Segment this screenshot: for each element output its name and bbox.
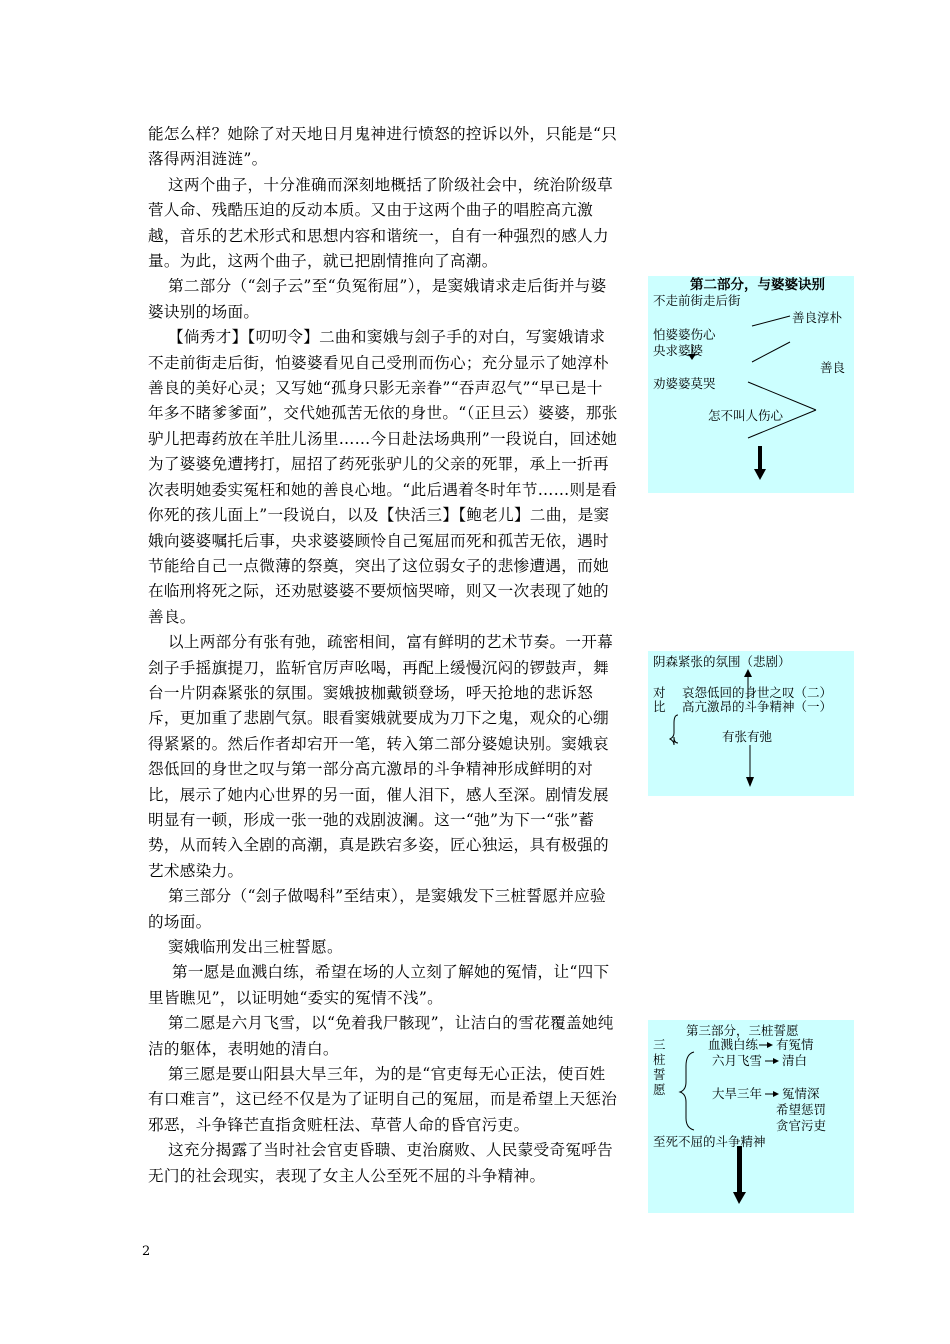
box2-label: 比 — [653, 699, 666, 714]
page-number: 2 — [142, 1244, 151, 1259]
box3-side-char: 三 — [653, 1037, 666, 1052]
box3-label: 大旱三年 — [712, 1086, 763, 1101]
box1-label: 怕婆婆伤心 — [653, 327, 716, 342]
box3-title: 第三部分，三桩誓愿 — [686, 1023, 799, 1038]
box3-label: 冤情深 — [782, 1086, 820, 1101]
main-text-column — [148, 122, 618, 1189]
paragraph: 窦娥临刑发出三桩誓愿。 — [168, 938, 343, 956]
paragraph: 第一愿是血溅白练，希望在场的人立刻了解她的冤情，让“四下里皆瞧见”，以证明她“委实的冤情不浅”。 — [148, 963, 610, 1007]
paragraph: 【倘秀才】【叨叨令】二曲和窦娥与刽子手的对白，写窦娥请求不走前街走后街，怕婆婆看见自己受刑而伤心；充分显示了她淳朴善良的美好心灵；又写她“孤身只影无亲眷”“吞声忍气”“早已是十年多不睹爹爹面”，交代她孤苦无依的身世。“（正旦云）婆婆，那张驴儿把毒药放在羊肚儿汤里……今日赴法场典刑”一段说白，回述她为了婆婆免遭拷打，屈招了药死张驴儿的父亲的死罪，承上一折再次表明她委实冤枉和她的善良心地。“此后遇着冬时年节……则是看你死的孩儿面上”一段说白，以及【快活三】【鲍老儿】二曲，是窦娥向婆婆嘱托后事，央求婆婆顾怜自己冤屈而死和孤苦无依，遇时节能给自己一点微薄的祭奠，突出了这位弱女子的悲惨遭遇，而她在临刑将死之际，还劝慰婆婆不要烦恼哭啼，则又一次表现了她的善良。 — [148, 328, 618, 626]
box3-label: 贪官污吏 — [776, 1118, 827, 1133]
box3-label: 六月飞雪 — [712, 1053, 763, 1068]
box2-label: 高亢激昂的斗争精神（一） — [682, 699, 833, 714]
box2-label: 对 — [653, 685, 666, 700]
box3-label: 有冤情 — [776, 1037, 814, 1052]
paragraph: 第二部分（“刽子云”至“负冤衔屈”），是窦娥请求走后街并与婆婆诀别的场面。 — [148, 277, 607, 321]
paragraph: 这两个曲子，十分准确而深刻地概括了阶级社会中，统治阶级草菅人命、残酷压迫的反动本质。又由于这两个曲子的唱腔高亢激越，音乐的艺术形式和思想内容和谐统一，自有一种强烈的感人力量。为此，这两个曲子，就已把剧情推向了高潮。 — [148, 175, 614, 271]
summary-box-part-two — [648, 276, 854, 493]
paragraph: 第三部分（“刽子做喝科”至结束），是窦娥发下三桩誓愿并应验的场面。 — [148, 887, 606, 931]
paragraph: 能怎么样？她除了对天地日月鬼神进行愤怒的控诉以外，只能是“只落得两泪涟涟”。 — [148, 125, 618, 169]
box2-title: 阴森紧张的氛围（悲剧） — [653, 654, 791, 669]
box2-label: 有张有弛 — [722, 729, 773, 744]
box1-label: 不走前街走后街 — [653, 293, 741, 308]
box1-label: 善良 — [820, 360, 846, 375]
box3-side-char: 誓 — [653, 1067, 666, 1082]
box3-label: 希望惩罚 — [776, 1102, 827, 1117]
box1-label: 劝婆婆莫哭 — [653, 376, 716, 391]
paragraph: 第三愿是要山阳县大旱三年，为的是“官吏每无心正法，使百姓有口难言”，这已经不仅是为了证明自己的冤屈，而是希望上天惩治邪恶，斗争锋芒直指贪赃枉法、草菅人命的昏官污吏。 — [148, 1065, 618, 1134]
box2-diagram-lines — [648, 651, 854, 796]
paragraph: 这充分揭露了当时社会官吏昏聩、吏治腐败、人民蒙受奇冤呼告无门的社会现实，表现了女主人公至死不屈的斗争精神。 — [148, 1141, 614, 1185]
box1-label: 怎不叫人伤心 — [708, 408, 784, 423]
box1-label: 善良淳朴 — [792, 310, 843, 325]
paragraph: 以上两部分有张有弛，疏密相间，富有鲜明的艺术节奏。一开幕刽子手摇旗提刀，监斩官厉声吆喝，再配上缓慢沉闷的锣鼓声，舞台一片阴森紧张的氛围。窦娥披枷戴锁登场，呼天抢地的悲诉怒斥，更加重了悲剧气氛。眼看窦娥就要成为刀下之鬼，观众的心绷得紧紧的。然后作者却宕开一笔，转入第二部分婆媳诀别。窦娥哀怨低回的身世之叹与第一部分高亢激昂的斗争精神形成鲜明的对比，展示了她内心世界的另一面，催人泪下，感人至深。剧情发展明显有一顿，形成一张一弛的戏剧波澜。这一“弛”为下一“张”蓄势，从而转入全剧的高潮，真是跌宕多姿，匠心独运，具有极强的艺术感染力。 — [148, 633, 614, 880]
box3-label: 清白 — [782, 1053, 808, 1068]
box1-title: 第二部分，与婆婆诀别 — [690, 277, 825, 293]
box3-label: 血溅白练 — [708, 1037, 759, 1052]
summary-box-part-three — [648, 1020, 854, 1213]
box1-label: 央求婆婆 — [653, 343, 704, 358]
box2-label: 哀怨低回的身世之叹（二） — [682, 685, 833, 700]
paragraph: 第二愿是六月飞雪，以“免着我尸骸现”，让洁白的雪花覆盖她纯洁的躯体，表明她的清白。 — [148, 1014, 614, 1058]
box3-label: 至死不屈的斗争精神 — [653, 1134, 766, 1149]
box3-side-char: 桩 — [653, 1052, 666, 1067]
box3-side-char: 愿 — [653, 1082, 666, 1097]
summary-box-contrast — [648, 651, 854, 796]
